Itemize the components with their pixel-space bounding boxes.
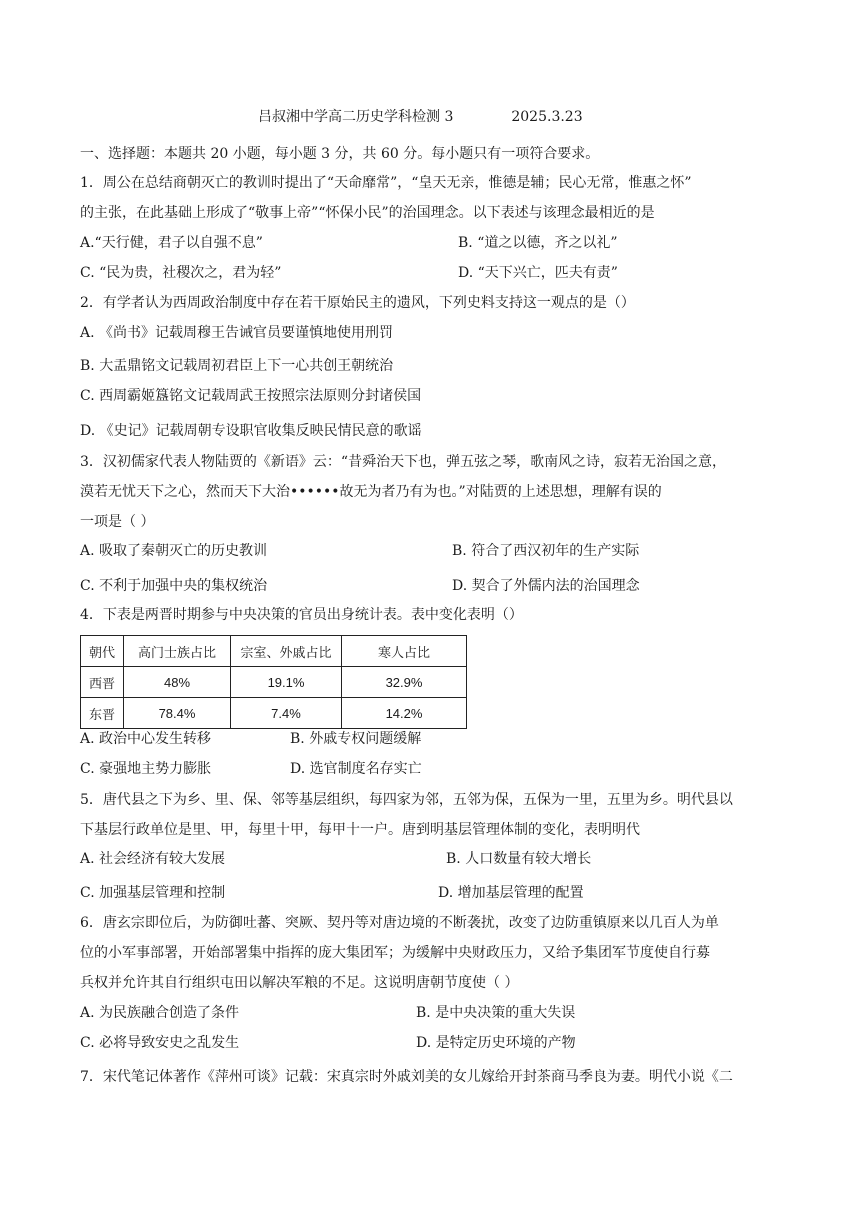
table-cell: 西晋 bbox=[81, 667, 124, 698]
q2-option-d: D. 《史记》记载周朝专设职官收集反映民情民意的歌谣 bbox=[80, 423, 422, 439]
q6-stem-line-1: 6．唐玄宗即位后，为防御吐蕃、突厥、契丹等对唐边境的不断袭扰，改变了边防重镇原来以几百人为单 bbox=[80, 915, 719, 931]
q2-option-b: B. 大盂鼎铭文记载周初君臣上下一心共创王朝统治 bbox=[80, 358, 394, 374]
q7-stem-line-1: 7．宋代笔记体著作《萍州可谈》记载：宋真宗时外戚刘美的女儿嫁给开封茶商马季良为妻。明代小说《二 bbox=[80, 1069, 733, 1085]
q3-option-a: A. 吸取了秦朝灭亡的历史教训 bbox=[80, 543, 268, 559]
q4-stem-line-1: 4．下表是两晋时期参与中央决策的官员出身统计表。表中变化表明（） bbox=[80, 607, 523, 623]
q3-option-b: B. 符合了西汉初年的生产实际 bbox=[452, 543, 640, 559]
q6-option-d: D. 是特定历史环境的产物 bbox=[416, 1035, 576, 1051]
table-cell: 东晋 bbox=[81, 698, 124, 729]
q3-option-c: C. 不利于加强中央的集权统治 bbox=[80, 578, 268, 594]
q3-stem-line-1: 3．汉初儒家代表人物陆贾的《新语》云：“昔舜治天下也，弹五弦之琴，歌南风之诗，寂若无治国之意， bbox=[80, 454, 727, 470]
table-header-cell: 宗室、外戚占比 bbox=[231, 636, 342, 667]
table-cell: 78.4% bbox=[124, 698, 231, 729]
q1-option-d: D. “天下兴亡，匹夫有责” bbox=[458, 265, 618, 281]
q6-option-c: C. 必将导致安史之乱发生 bbox=[80, 1035, 240, 1051]
q5-option-d: D. 增加基层管理的配置 bbox=[438, 885, 584, 901]
q2-option-a: A. 《尚书》记载周穆王告诫官员要谨慎地使用刑罚 bbox=[80, 325, 394, 341]
q1-stem-line-1: 1．周公在总结商朝灭亡的教训时提出了“天命靡常”，“皇天无亲，惟德是辅；民心无常，惟惠之怀” bbox=[80, 175, 692, 191]
table-header-cell: 寒人占比 bbox=[342, 636, 467, 667]
section-heading: 一、选择题：本题共 20 小题，每小题 3 分，共 60 分。每小题只有一项符合要求。 bbox=[80, 146, 600, 162]
table-cell: 19.1% bbox=[231, 667, 342, 698]
q2-stem-line-1: 2．有学者认为西周政治制度中存在若干原始民主的遗风，下列史料支持这一观点的是（） bbox=[80, 295, 635, 311]
q4-option-d: D. 选官制度名存实亡 bbox=[290, 761, 422, 777]
table-cell: 7.4% bbox=[231, 698, 342, 729]
q5-option-a: A. 社会经济有较大发展 bbox=[80, 851, 226, 867]
table-header-row bbox=[81, 636, 467, 667]
q5-stem-line-2: 下基层行政单位是里、甲，每里十甲，每甲十一户。唐到明基层管理体制的变化，表明明代 bbox=[80, 822, 640, 838]
table-header-cell: 朝代 bbox=[81, 636, 124, 667]
q1-stem-line-2: 的主张，在此基础上形成了“敬事上帝”“怀保小民”的治国理念。以下表述与该理念最相近的是 bbox=[80, 205, 655, 221]
q4-option-b: B. 外戚专权问题缓解 bbox=[290, 731, 422, 747]
q6-option-a: A. 为民族融合创造了条件 bbox=[80, 1005, 240, 1021]
exam-header bbox=[258, 106, 583, 126]
exam-date: 2025.3.23 bbox=[511, 109, 583, 125]
q5-option-c: C. 加强基层管理和控制 bbox=[80, 885, 226, 901]
q1-option-c: C. “民为贵，社稷次之，君为轻” bbox=[80, 265, 282, 281]
q5-stem-line-1: 5．唐代县之下为乡、里、保、邻等基层组织，每四家为邻，五邻为保，五保为一里，五里为乡。明代县以 bbox=[80, 792, 733, 808]
official-origin-table bbox=[80, 635, 467, 729]
q3-stem-line-3: 一项是（ ） bbox=[80, 514, 155, 530]
exam-title: 吕叔湘中学高二历史学科检测 3 bbox=[258, 109, 454, 125]
table-row bbox=[81, 698, 467, 729]
table-row bbox=[81, 667, 467, 698]
q6-option-b: B. 是中央决策的重大失误 bbox=[416, 1005, 576, 1021]
q2-option-c: C. 西周霸姬簋铭文记载周武王按照宗法原则分封诸侯国 bbox=[80, 388, 422, 404]
q3-option-d: D. 契合了外儒内法的治国理念 bbox=[452, 578, 640, 594]
q5-option-b: B. 人口数量有较大增长 bbox=[446, 851, 592, 867]
q4-option-c: C. 豪强地主势力膨胀 bbox=[80, 761, 212, 777]
q6-stem-line-3: 兵权并允许其自行组织屯田以解决军粮的不足。这说明唐朝节度使（ ） bbox=[80, 975, 519, 991]
q4-option-a: A. 政治中心发生转移 bbox=[80, 731, 212, 747]
q3-stem-line-2: 漠若无忧天下之心，然而天下大治••••••故无为者乃有为也。”对陆贾的上述思想，理解有误的 bbox=[80, 484, 662, 500]
table-cell: 48% bbox=[124, 667, 231, 698]
table-header-cell: 高门士族占比 bbox=[124, 636, 231, 667]
q1-option-b: B. “道之以德，齐之以礼” bbox=[458, 235, 618, 251]
table-cell: 32.9% bbox=[342, 667, 467, 698]
q6-stem-line-2: 位的小军事部署，开始部署集中指挥的庞大集团军；为缓解中央财政压力，又给予集团军节度使自行募 bbox=[80, 945, 710, 961]
table-cell: 14.2% bbox=[342, 698, 467, 729]
q1-option-a: A.“天行健，君子以自强不息” bbox=[80, 235, 263, 251]
